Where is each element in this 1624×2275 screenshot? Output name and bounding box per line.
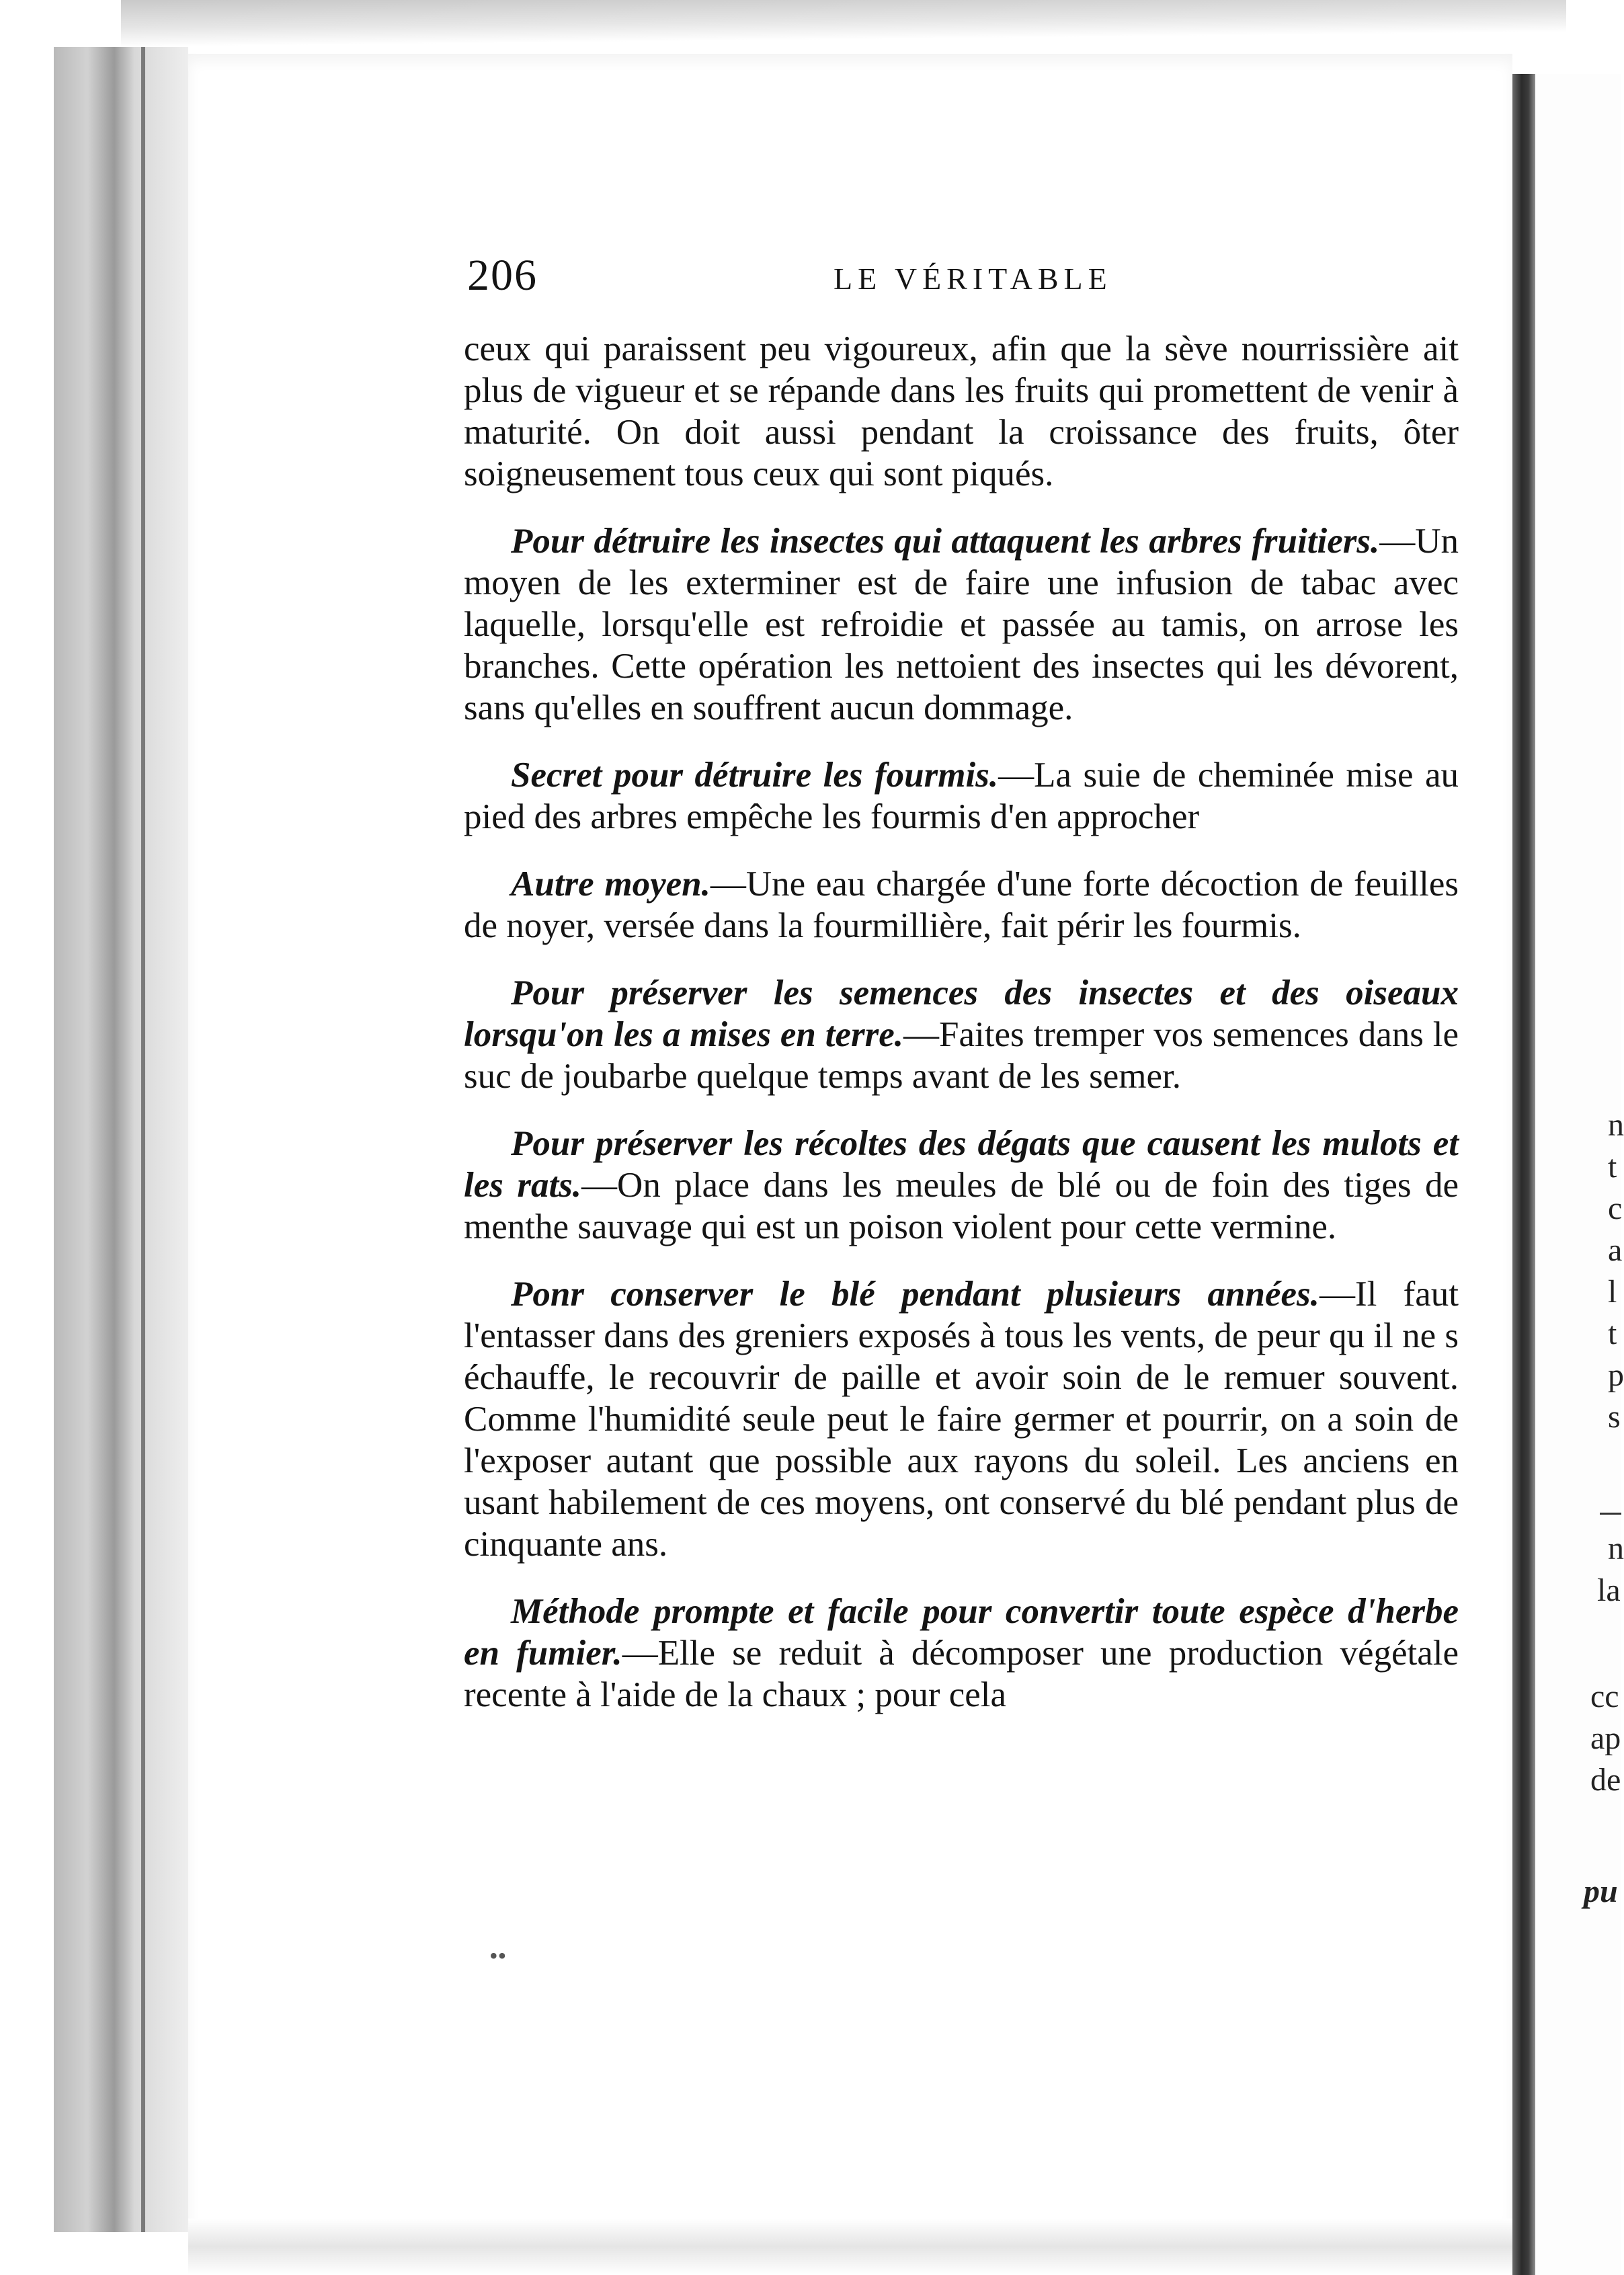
paragraph-autre-moyen	[464, 863, 1459, 947]
paragraph-title: Ponr conserver le blé pendant plusieurs années.	[511, 1275, 1320, 1314]
facing-page-fragment: l	[1608, 1274, 1617, 1310]
running-head	[467, 250, 1459, 300]
facing-page-fragment: a	[1608, 1232, 1623, 1268]
facing-page-fragment: n	[1608, 1531, 1624, 1566]
facing-page-fragment: t	[1608, 1149, 1617, 1185]
paragraph-text: —Faites tremper vos semences dans le suc de joubarbe quelque temps avant de les semer.	[464, 1015, 1459, 1096]
paragraph-fumier	[464, 1591, 1459, 1716]
page-bottom-edge	[188, 2219, 1533, 2275]
facing-page-fragment: cc	[1590, 1679, 1619, 1714]
paragraph-fourmis	[464, 754, 1459, 838]
paragraph-insectes-arbres	[464, 520, 1459, 729]
facing-page-fragment: s	[1608, 1399, 1621, 1435]
paragraph-title: Méthode prompte et facile pour convertir toute espèce d'herbe en fumier.	[464, 1592, 1459, 1673]
scan-top-shadow	[121, 0, 1566, 47]
paragraph-recoltes	[464, 1123, 1459, 1248]
page-edge-left	[54, 47, 188, 2232]
paragraph-text: —Une eau chargée d'une forte décoction de feuilles de noyer, versée dans la fourmillière, fait périr les fourmis.	[464, 865, 1459, 945]
facing-page-fragment: c	[1608, 1191, 1623, 1226]
page-body	[464, 328, 1459, 1741]
paragraph-text: ceux qui paraissent peu vigoureux, afin que la sève nourrissière ait plus de vigueur et se répande dans les fruits qui promettent de venir à maturité. On doit aussi pendant la croissance des fruits, ôter soigneusement tous ceux qui sont piqués.	[464, 329, 1459, 493]
facing-page-fragment: ap	[1590, 1720, 1621, 1756]
page-number: 206	[467, 251, 538, 300]
paragraph-title: Pour préserver les récoltes des dégats que causent les mulots et les rats.	[464, 1124, 1459, 1205]
footer-mark: ••	[489, 1942, 507, 1969]
paragraph-title: Pour préserver les semences des insectes et des oiseaux lorsqu'on les a mises en terre.	[464, 973, 1459, 1054]
paragraph-text: —Un moyen de les exterminer est de faire une infusion de tabac avec laquelle, lorsqu'elle est refroidie et passée au tamis, on arrose les branches. Cette opération les nettoient des insectes qui les dévorent, sans qu'elles en souffrent aucun dommage.	[464, 522, 1459, 727]
facing-page-rule	[1600, 1513, 1621, 1515]
paragraph-title: Autre moyen.	[511, 865, 710, 904]
paragraph-text: —On place dans les meules de blé ou de foin des tiges de menthe sauvage qui est un poison violent pour cette vermine.	[464, 1166, 1459, 1246]
paragraph-text: —Elle se reduit à décomposer une production végétale recente à l'aide de la chaux ; pour cela	[464, 1634, 1459, 1714]
paragraph-semences	[464, 972, 1459, 1097]
paragraph-conserver-ble	[464, 1273, 1459, 1565]
facing-page-fragment: t	[1608, 1316, 1617, 1351]
facing-page-fragment: de	[1590, 1762, 1621, 1798]
facing-page-fragment: p	[1608, 1357, 1624, 1393]
facing-page-fragment: la	[1597, 1572, 1621, 1608]
running-head-title: LE VÉRITABLE	[834, 262, 1112, 296]
facing-page-fragment: pu	[1584, 1874, 1618, 1909]
paragraph-title: Pour détruire les insectes qui attaquent les arbres fruitiers.	[511, 522, 1380, 561]
paragraph-title: Secret pour détruire les fourmis.	[511, 756, 999, 795]
paragraph-continuation	[464, 328, 1459, 495]
facing-page-fragment: n	[1608, 1107, 1624, 1143]
paragraph-text: —La suie de cheminée mise au pied des arbres empêche les fourmis d'en approcher	[464, 756, 1459, 836]
paragraph-text: —Il faut l'entasser dans des greniers exposés à tous les vents, de peur qu il ne s échauffe, le recouvrir de paille et avoir soin de le remuer souvent. Comme l'humidité seule peut le faire germer et pourrir, on a soin de l'exposer autant que possible aux rayons du soleil. Les anciens en usant habilement de ces moyens, ont conservé du blé pendant plus de cinquante ans.	[464, 1275, 1459, 1564]
book-gutter	[1512, 74, 1535, 2275]
